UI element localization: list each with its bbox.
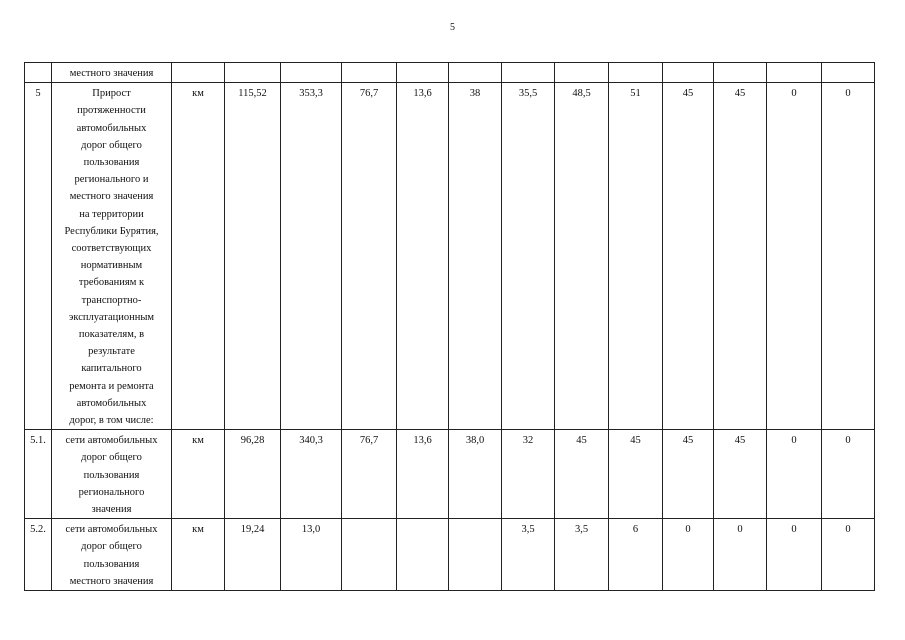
unit-cell: км [172, 519, 225, 591]
value-cell: 45 [663, 83, 714, 430]
value-cell [822, 63, 875, 83]
indicator-name-line: дорог общего [81, 452, 142, 464]
value-cell: 13,6 [397, 430, 449, 519]
indicator-name-line: местного значения [69, 575, 154, 587]
indicator-name-line: Республики Бурятия, [64, 225, 159, 237]
row-number [25, 63, 52, 83]
indicator-name-line: сети автомобильных [65, 435, 158, 447]
value-cell: 38 [449, 83, 502, 430]
table-row [25, 83, 875, 430]
table-row [25, 430, 875, 519]
indicator-name-line: ремонта и ремонта [69, 380, 154, 392]
value-cell: 13,0 [281, 519, 342, 591]
indicator-name-line: нормативным [80, 260, 143, 272]
indicator-name-line: транспортно- [81, 294, 142, 306]
indicator-name-line: регионального и [74, 174, 149, 186]
value-cell: 19,24 [225, 519, 281, 591]
unit-cell: км [172, 430, 225, 519]
indicator-name-line: эксплуатационным [68, 311, 155, 323]
value-cell [342, 63, 397, 83]
value-cell: 45 [663, 430, 714, 519]
indicator-name-line: на территории [79, 208, 144, 220]
indicator-name-line: местного значения [69, 191, 154, 203]
table-body [25, 63, 875, 591]
indicator-name-line: пользования [83, 469, 140, 481]
value-cell: 51 [609, 83, 663, 430]
indicator-name-line: дорог общего [81, 139, 142, 151]
value-cell: 48,5 [555, 83, 609, 430]
table-row [25, 519, 875, 591]
value-cell: 45 [714, 430, 767, 519]
value-cell [767, 63, 822, 83]
indicator-name-line: дорог общего [81, 541, 142, 553]
indicator-name [52, 63, 172, 83]
indicator-name-line: местного значения [69, 68, 154, 79]
value-cell [397, 519, 449, 591]
value-cell: 0 [767, 430, 822, 519]
value-cell [714, 63, 767, 83]
value-cell: 115,52 [225, 83, 281, 430]
value-cell: 45 [714, 83, 767, 430]
indicator-name-line: показателям, в [78, 329, 145, 341]
value-cell: 38,0 [449, 430, 502, 519]
indicator-name-line: значения [91, 504, 132, 516]
value-cell: 96,28 [225, 430, 281, 519]
value-cell: 0 [767, 83, 822, 430]
value-cell [281, 63, 342, 83]
value-cell [342, 519, 397, 591]
row-number: 5.2. [25, 519, 52, 591]
table-row [25, 63, 875, 83]
value-cell: 13,6 [397, 83, 449, 430]
value-cell: 0 [822, 430, 875, 519]
indicator-name-line: пользования [83, 157, 140, 169]
indicator-name-line: автомобильных [76, 122, 147, 134]
value-cell: 6 [609, 519, 663, 591]
indicator-name-line: сети автомобильных [65, 524, 158, 536]
indicator-name-line: пользования [83, 558, 140, 570]
value-cell: 35,5 [502, 83, 555, 430]
value-cell: 3,5 [555, 519, 609, 591]
indicator-name [52, 83, 172, 430]
indicator-name-line: дорог, в том числе: [69, 415, 154, 427]
value-cell [449, 63, 502, 83]
indicator-name-line: Прирост [92, 88, 131, 100]
indicator-name-line: регионального [78, 486, 145, 498]
page-number: 5 [450, 22, 455, 33]
value-cell: 340,3 [281, 430, 342, 519]
value-cell: 45 [609, 430, 663, 519]
value-cell: 0 [822, 83, 875, 430]
row-number: 5.1. [25, 430, 52, 519]
value-cell [555, 63, 609, 83]
value-cell: 45 [555, 430, 609, 519]
indicator-table [24, 62, 875, 591]
value-cell [397, 63, 449, 83]
value-cell: 3,5 [502, 519, 555, 591]
value-cell [225, 63, 281, 83]
value-cell [609, 63, 663, 83]
value-cell: 76,7 [342, 83, 397, 430]
indicator-name [52, 430, 172, 519]
indicator-name-line: соответствующих [71, 243, 152, 255]
value-cell [449, 519, 502, 591]
indicator-name-line: протяженности [77, 105, 146, 117]
unit-cell [172, 63, 225, 83]
indicator-name-line: автомобильных [76, 397, 147, 409]
indicator-name-line: требованиям к [78, 277, 145, 289]
value-cell: 0 [767, 519, 822, 591]
value-cell: 76,7 [342, 430, 397, 519]
value-cell [502, 63, 555, 83]
value-cell: 32 [502, 430, 555, 519]
indicator-name-line: капитального [81, 363, 142, 375]
value-cell: 0 [714, 519, 767, 591]
indicator-name [52, 519, 172, 591]
value-cell: 0 [663, 519, 714, 591]
value-cell: 353,3 [281, 83, 342, 430]
unit-cell: км [172, 83, 225, 430]
row-number: 5 [25, 83, 52, 430]
value-cell [663, 63, 714, 83]
value-cell: 0 [822, 519, 875, 591]
indicator-name-line: результате [88, 346, 135, 358]
